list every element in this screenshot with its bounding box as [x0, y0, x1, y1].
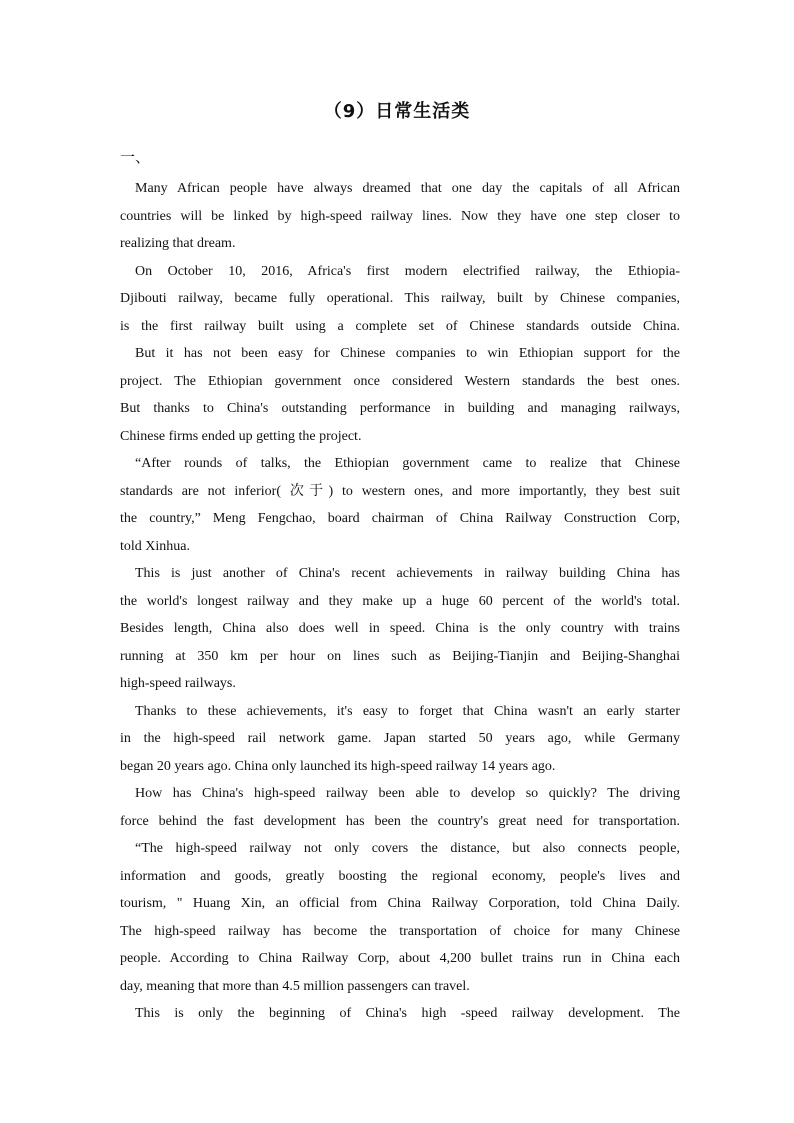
- text-line: On October 10, 2016, Africa's first modern electrified railway, the Ethiopia-: [135, 263, 680, 279]
- text-line: told Xinhua.: [120, 538, 190, 554]
- text-line: project. The Ethiopian government once considered Western standards the best ones.: [120, 373, 680, 389]
- text-line: the world's longest railway and they make up a huge 60 percent of the world's total.: [120, 593, 680, 609]
- text-line: Djibouti railway, became fully operational. This railway, built by Chinese companies,: [120, 291, 680, 306]
- text-line: This is just another of China's recent achievements in railway building China has: [135, 566, 680, 581]
- text-line: The high-speed railway has become the transportation of choice for many Chinese: [120, 923, 680, 939]
- text-line: realizing that dream.: [120, 236, 236, 251]
- text-line: information and goods, greatly boosting the regional economy, people's lives and: [120, 868, 680, 884]
- text-line: day, meaning that more than 4.5 million passengers can travel.: [120, 978, 470, 994]
- text-line: Thanks to these achievements, it's easy to forget that China wasn't an early starter: [135, 703, 680, 719]
- text-line: “The high-speed railway not only covers the distance, but also connects people,: [135, 841, 680, 856]
- section-number: 一、: [120, 148, 151, 166]
- text-line: high-speed railways.: [120, 676, 236, 691]
- text-line: began 20 years ago. China only launched its high-speed railway 14 years ago.: [120, 758, 556, 774]
- text-line: Many African people have always dreamed that one day the capitals of all African: [135, 181, 680, 196]
- text-line: countries will be linked by high-speed railway lines. Now they have one step closer to: [120, 208, 680, 224]
- text-line: in the high-speed rail network game. Japan started 50 years ago, while Germany: [120, 731, 680, 746]
- article-body: [120, 175, 680, 1028]
- text-line: tourism, " Huang Xin, an official from China Railway Corporation, told China Daily.: [120, 896, 680, 911]
- text-line: is the first railway built using a complete set of Chinese standards outside China.: [120, 318, 680, 334]
- text-line: How has China's high-speed railway been able to develop so quickly? The driving: [135, 786, 680, 801]
- text-line: force behind the fast development has been the country's great need for transportation.: [120, 813, 680, 829]
- text-line: standards are not inferior( 次于) to western ones, and more importantly, they best suit: [120, 483, 680, 499]
- text-line: This is only the beginning of China's high -speed railway development. The: [135, 1006, 680, 1021]
- page-title: （9）日常生活类: [323, 101, 471, 122]
- text-line: But thanks to China's outstanding performance in building and managing railways,: [120, 401, 680, 416]
- text-line: running at 350 km per hour on lines such as Beijing-Tianjin and Beijing-Shanghai: [120, 648, 680, 664]
- text-line: the country,” Meng Fengchao, board chairman of China Railway Construction Corp,: [120, 511, 680, 526]
- text-line: Chinese firms ended up getting the project.: [120, 428, 362, 444]
- text-line: “After rounds of talks, the Ethiopian government came to realize that Chinese: [135, 456, 680, 471]
- text-line: Besides length, China also does well in speed. China is the only country with trains: [120, 621, 680, 636]
- text-line: people. According to China Railway Corp, about 4,200 bullet trains run in China each: [120, 951, 680, 966]
- text-line: But it has not been easy for Chinese companies to win Ethiopian support for the: [135, 346, 680, 361]
